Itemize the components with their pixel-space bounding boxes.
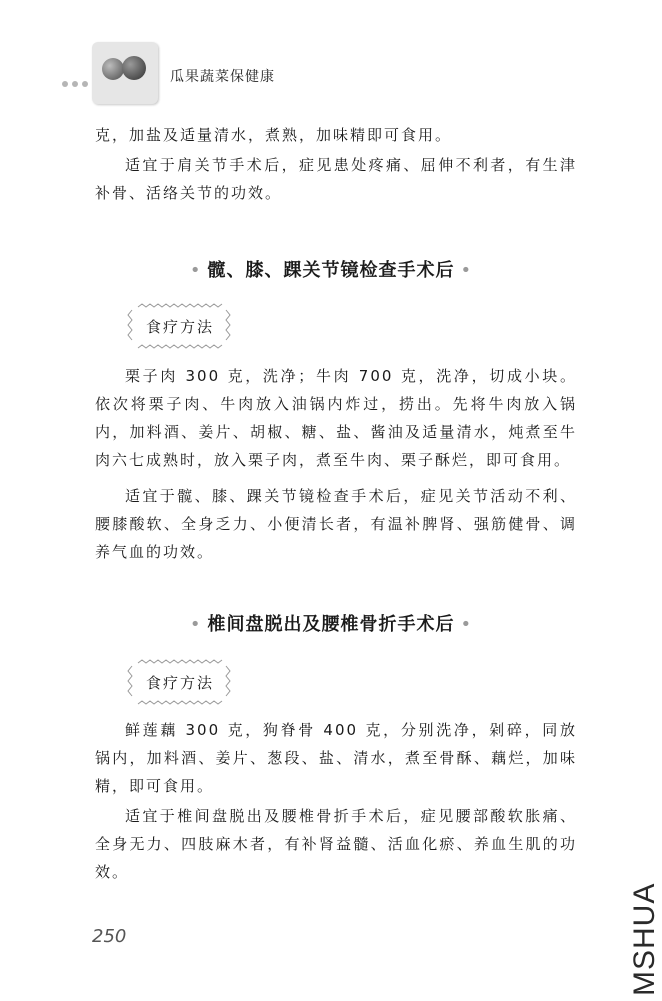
apple-icon [122,56,146,80]
watermark [622,858,662,998]
efficacy-paragraph: 适宜于椎间盘脱出及腰椎骨折手术后，症见腰部酸软胀痛、全身无力、四肢麻木者，有补肾益髓、活血化瘀、养血生肌的功效。 [95,807,577,881]
recipe-label-box [124,656,234,708]
watermark-text: MSHUA [628,882,661,996]
section-title-text: 椎间盘脱出及腰椎骨折手术后 [207,614,455,635]
intro-continuation: 克，加盐及适量清水，煮熟，加味精即可食用。 [95,126,453,144]
section-title-text: 髋、膝、踝关节镜检查手术后 [207,260,455,281]
bullet-dot-icon: • [460,614,473,635]
bullet-dot-icon: • [189,260,202,281]
fruit-logo-icon [92,42,158,104]
recipe-label: 食疗方法 [146,674,215,692]
header-title: 瓜果蔬菜保健康 [170,69,275,85]
page-number: 250 [92,926,127,947]
apple-icon [102,58,124,80]
section-title-2 [0,610,662,636]
efficacy-paragraph: 适宜于髋、膝、踝关节镜检查手术后，症见关节活动不利、腰膝酸软、全身乏力、小便清长者，有温补脾肾、强筋健骨、调养气血的功效。 [95,487,577,561]
running-header [62,42,322,108]
bullet-dot-icon: • [189,614,202,635]
section-title-1 [0,256,662,282]
bullet-dot-icon: • [460,260,473,281]
recipe-paragraph: 栗子肉 300 克，洗净；牛肉 700 克，洗净，切成小块。依次将栗子肉、牛肉放入油锅内炸过，捞出。先将牛肉放入锅内，加料酒、姜片、胡椒、糖、盐、酱油及适量清水，炖煮至牛肉六七成熟时，放入栗子肉，煮至牛肉、栗子酥烂，即可食用。 [95,367,577,469]
recipe-label-box [124,300,234,352]
intro-paragraph: 适宜于肩关节手术后，症见患处疼痛、屈伸不利者，有生津补骨、活络关节的功效。 [95,156,577,202]
recipe-paragraph: 鲜莲藕 300 克，狗脊骨 400 克，分别洗净，剁碎，同放锅内，加料酒、姜片、葱段、盐、清水，煮至骨酥、藕烂，加味精，即可食用。 [95,721,577,795]
recipe-label: 食疗方法 [146,318,215,336]
